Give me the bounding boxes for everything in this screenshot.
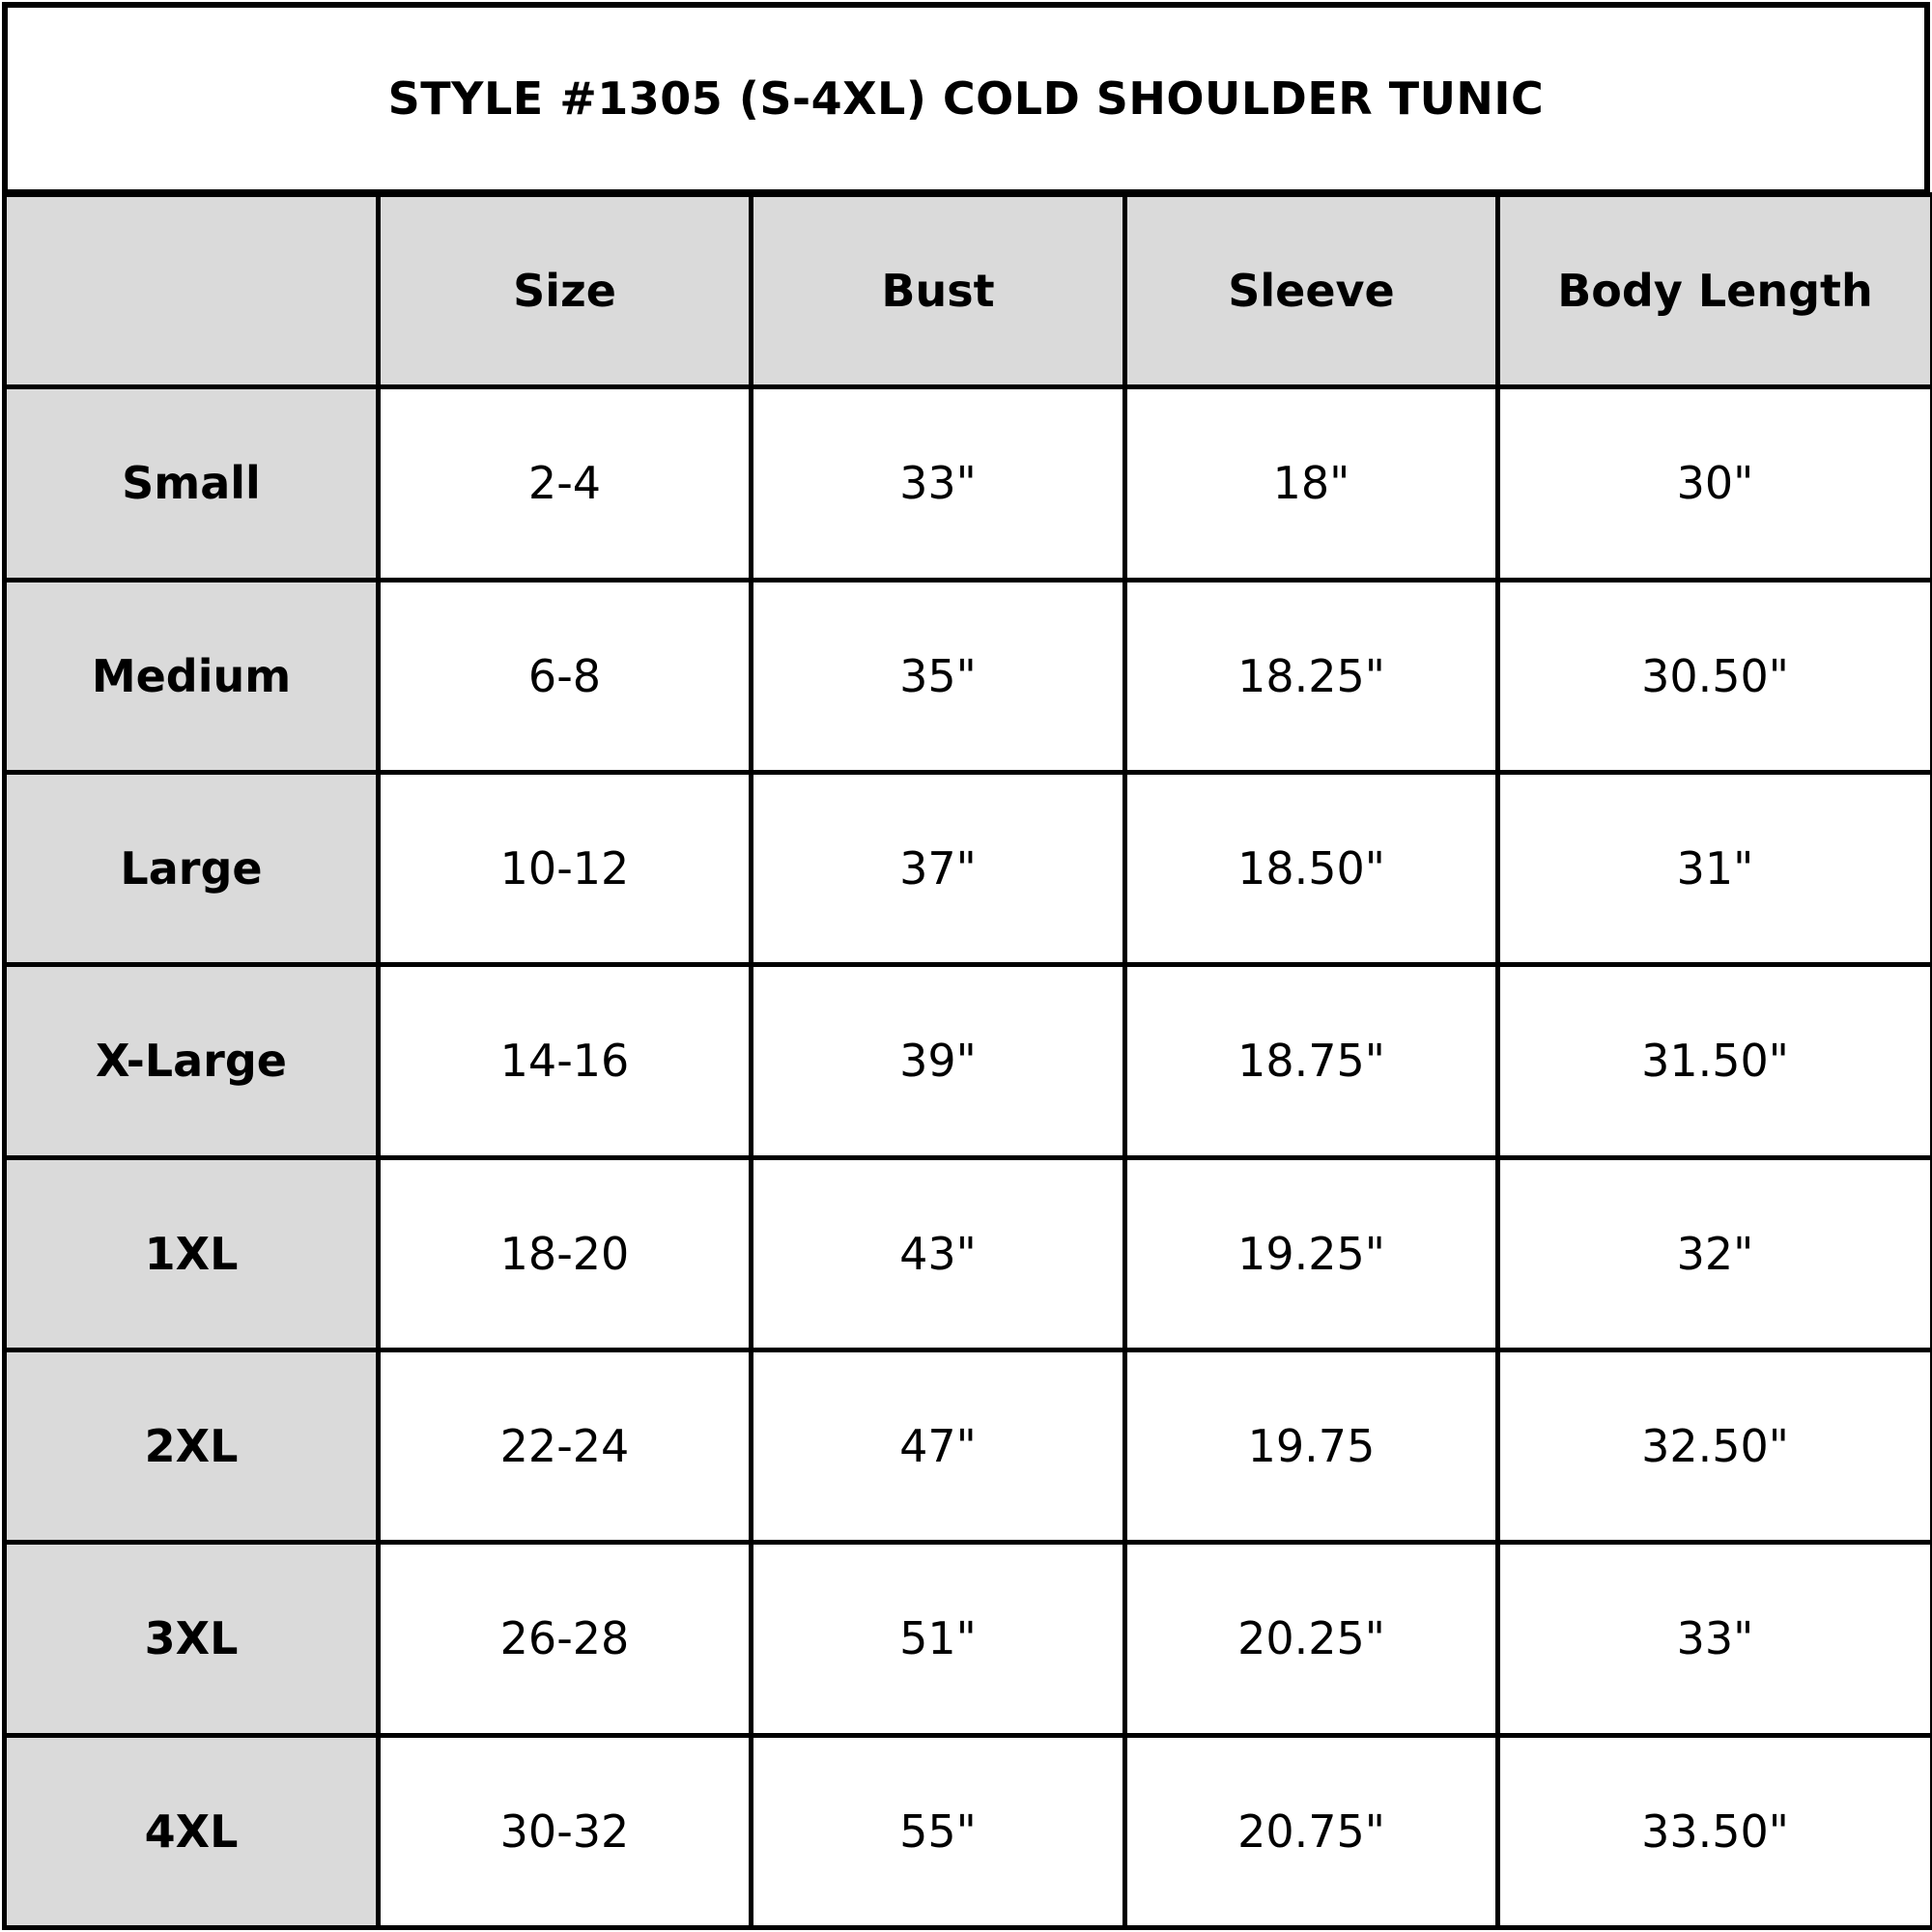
table-row <box>5 580 1932 772</box>
bust-cell: 39" <box>752 965 1125 1157</box>
sleeve-cell: 18.25" <box>1125 580 1498 772</box>
bust-cell: 51" <box>752 1543 1125 1735</box>
header-body-length: Body Length <box>1498 195 1932 387</box>
sleeve-cell: 20.75" <box>1125 1735 1498 1927</box>
row-label: 3XL <box>5 1543 379 1735</box>
size-cell: 22-24 <box>379 1350 752 1542</box>
header-row <box>5 195 1932 387</box>
row-label: X-Large <box>5 965 379 1157</box>
header-size: Size <box>379 195 752 387</box>
chart-title: STYLE #1305 (S-4XL) COLD SHOULDER TUNIC <box>387 72 1545 125</box>
title-box <box>2 2 1930 195</box>
body-length-cell: 31.50" <box>1498 965 1932 1157</box>
table-row <box>5 1735 1932 1927</box>
sleeve-cell: 20.25" <box>1125 1543 1498 1735</box>
body-length-cell: 30.50" <box>1498 580 1932 772</box>
row-label: 4XL <box>5 1735 379 1927</box>
size-table <box>2 192 1932 1930</box>
body-length-cell: 32" <box>1498 1157 1932 1350</box>
row-label: 1XL <box>5 1157 379 1350</box>
body-length-cell: 30" <box>1498 387 1932 580</box>
table-row <box>5 772 1932 964</box>
body-length-cell: 31" <box>1498 772 1932 964</box>
size-cell: 26-28 <box>379 1543 752 1735</box>
size-cell: 14-16 <box>379 965 752 1157</box>
table-row <box>5 387 1932 580</box>
body-length-cell: 33" <box>1498 1543 1932 1735</box>
row-label: Large <box>5 772 379 964</box>
header-bust: Bust <box>752 195 1125 387</box>
sleeve-cell: 18.75" <box>1125 965 1498 1157</box>
sleeve-cell: 19.25" <box>1125 1157 1498 1350</box>
sleeve-cell: 19.75 <box>1125 1350 1498 1542</box>
corner-cell <box>5 195 379 387</box>
size-cell: 30-32 <box>379 1735 752 1927</box>
bust-cell: 43" <box>752 1157 1125 1350</box>
table-row <box>5 965 1932 1157</box>
header-sleeve: Sleeve <box>1125 195 1498 387</box>
table-row <box>5 1157 1932 1350</box>
size-cell: 18-20 <box>379 1157 752 1350</box>
bust-cell: 37" <box>752 772 1125 964</box>
row-label: Small <box>5 387 379 580</box>
bust-cell: 35" <box>752 580 1125 772</box>
sleeve-cell: 18.50" <box>1125 772 1498 964</box>
bust-cell: 47" <box>752 1350 1125 1542</box>
row-label: 2XL <box>5 1350 379 1542</box>
size-cell: 2-4 <box>379 387 752 580</box>
size-cell: 10-12 <box>379 772 752 964</box>
body-length-cell: 33.50" <box>1498 1735 1932 1927</box>
table-row <box>5 1350 1932 1542</box>
body-length-cell: 32.50" <box>1498 1350 1932 1542</box>
size-cell: 6-8 <box>379 580 752 772</box>
bust-cell: 33" <box>752 387 1125 580</box>
bust-cell: 55" <box>752 1735 1125 1927</box>
table-row <box>5 1543 1932 1735</box>
sleeve-cell: 18" <box>1125 387 1498 580</box>
row-label: Medium <box>5 580 379 772</box>
